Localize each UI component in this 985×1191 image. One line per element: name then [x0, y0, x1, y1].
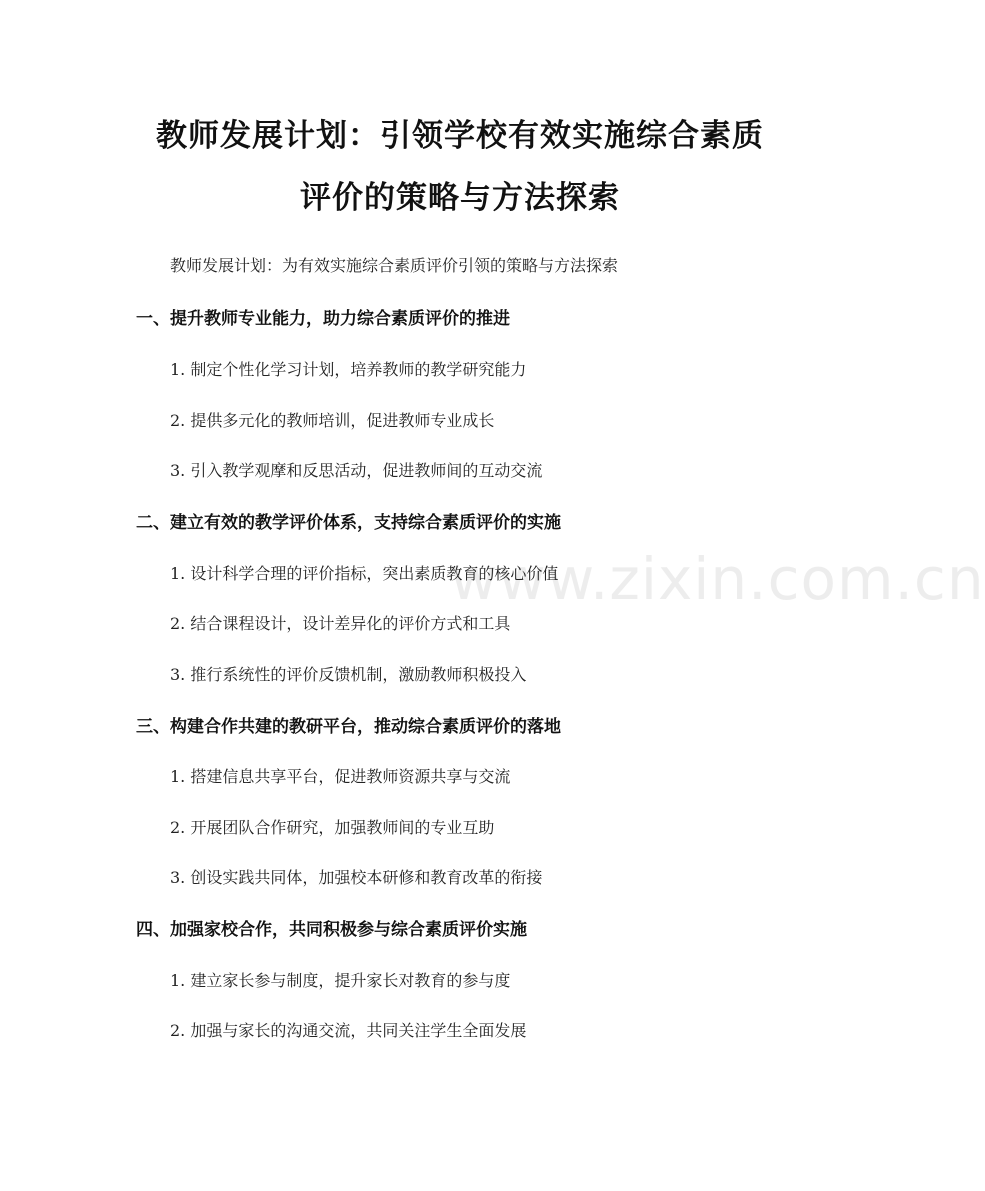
document-title-line-1: 教师发展计划：引领学校有效实施综合素质: [156, 118, 764, 154]
list-item-2-2: 2. 结合课程设计，设计差异化的评价方式和工具: [170, 614, 511, 633]
list-item-3-3: 3. 创设实践共同体，加强校本研修和教育改革的衔接: [170, 868, 543, 887]
list-item-2-3: 3. 推行系统性的评价反馈机制，激励教师积极投入: [170, 665, 527, 684]
list-item-1-3: 3. 引入教学观摩和反思活动，促进教师间的互动交流: [170, 461, 543, 480]
list-item-3-2: 2. 开展团队合作研究，加强教师间的专业互助: [170, 818, 495, 837]
list-item-4-1: 1. 建立家长参与制度，提升家长对教育的参与度: [170, 971, 511, 990]
list-item-1-2: 2. 提供多元化的教师培训，促进教师专业成长: [170, 411, 495, 430]
list-item-4-2: 2. 加强与家长的沟通交流，共同关注学生全面发展: [170, 1021, 527, 1040]
section-heading-3: 三、构建合作共建的教研平台，推动综合素质评价的落地: [136, 717, 561, 737]
section-heading-1: 一、提升教师专业能力，助力综合素质评价的推进: [136, 309, 510, 329]
list-item-3-1: 1. 搭建信息共享平台，促进教师资源共享与交流: [170, 767, 511, 786]
list-item-2-1: 1. 设计科学合理的评价指标，突出素质教育的核心价值: [170, 564, 559, 583]
section-heading-2: 二、建立有效的教学评价体系，支持综合素质评价的实施: [136, 513, 561, 533]
section-heading-4: 四、加强家校合作，共同积极参与综合素质评价实施: [136, 920, 527, 940]
intro-paragraph: 教师发展计划：为有效实施综合素质评价引领的策略与方法探索: [170, 256, 619, 275]
watermark: www.zixin.com.cn: [450, 545, 985, 613]
document-title-line-2: 评价的策略与方法探索: [300, 180, 620, 216]
list-item-1-1: 1. 制定个性化学习计划，培养教师的教学研究能力: [170, 360, 527, 379]
